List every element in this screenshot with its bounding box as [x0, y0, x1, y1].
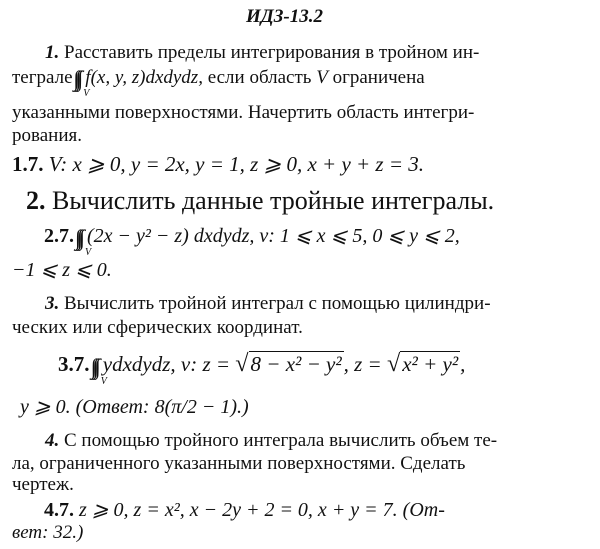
task3-number: 3. — [45, 293, 60, 314]
task3-line2: ческих или сферических координат. — [12, 317, 303, 338]
item-4-7-expr: z ⩾ 0, z = x², x − 2y + 2 = 0, x + y = 7. (От- — [79, 499, 445, 521]
item-1-7 — [12, 154, 424, 175]
integral-subscript: V — [83, 88, 90, 99]
task1-text-pre: теграле — [12, 67, 73, 88]
item-3-7-number: 3.7. — [58, 352, 90, 376]
task1-line3: указанными поверхностями. Начертить область интегри- — [12, 102, 475, 123]
task4-line3: чертеж. — [12, 474, 74, 495]
task2-heading — [26, 188, 494, 214]
document-title: ИДЗ-13.2 — [246, 6, 324, 27]
task1-line4: рования. — [12, 125, 82, 146]
item-1-7-expr: V: x ⩾ 0, y = 2x, y = 1, z ⩾ 0, x + y + z = 3. — [48, 152, 425, 176]
task1-text-line1: Расставить пределы интегрирования в тройном ин- — [64, 42, 480, 63]
item-3-7-expr-a: ydxdydz, v: z = — [102, 352, 231, 376]
task1-region-var: V — [316, 67, 328, 88]
integral-subscript: V — [85, 247, 92, 258]
sqrt-sign: √ — [235, 350, 249, 377]
item-4-7-number: 4.7. — [44, 499, 74, 521]
sqrt-sign: √ — [386, 350, 401, 377]
item-3-7-expr-b: , z = — [343, 352, 382, 376]
task1-line1 — [45, 43, 479, 62]
task4-text-line1: С помощью тройного интеграла вычислить объем те- — [64, 430, 498, 451]
item-3-7 — [58, 350, 466, 387]
item-4-7 — [44, 500, 445, 520]
task1-number: 1. — [45, 42, 60, 63]
item-3-7-line2: y ⩾ 0. (Ответ: 8(π/2 − 1).) — [20, 396, 249, 418]
item-2-7-number: 2.7. — [44, 225, 74, 247]
task1-text-post: если область — [207, 67, 312, 88]
item-1-7-number: 1.7. — [12, 152, 44, 176]
task4-number: 4. — [45, 430, 60, 451]
sqrt-radicand-2: x² + y² — [402, 352, 459, 376]
item-4-7-expr-line2: вет: 32.) — [12, 522, 84, 543]
item-2-7-expr: (2x − y² − z) dxdydz, v: 1 ⩽ x ⩽ 5, 0 ⩽ y ⩽ 2, — [87, 225, 460, 247]
task1-text-end: ограничена — [332, 67, 425, 88]
task3-line1 — [45, 294, 491, 313]
task3-text-line1: Вычислить тройной интеграл с помощью цилиндри- — [64, 293, 491, 314]
item-2-7 — [44, 225, 460, 258]
task2-text: Вычислить данные тройные интегралы. — [52, 186, 495, 215]
task4-line1 — [45, 431, 497, 450]
sqrt-expression-2 — [387, 352, 460, 376]
task2-number: 2. — [26, 186, 46, 215]
integral-subscript: V — [100, 376, 107, 387]
task1-line2 — [12, 67, 425, 99]
item-2-7-expr-line2: −1 ⩽ z ⩽ 0. — [12, 259, 112, 281]
sqrt-radicand-1: 8 − x² − y² — [250, 352, 342, 376]
task1-integrand: f(x, y, z)dxdydz, — [85, 67, 203, 88]
task4-line2: ла, ограниченного указанными поверхностями. Сделать — [12, 453, 466, 474]
sqrt-expression-1 — [235, 352, 343, 376]
item-3-7-expr-c: , — [460, 352, 466, 376]
